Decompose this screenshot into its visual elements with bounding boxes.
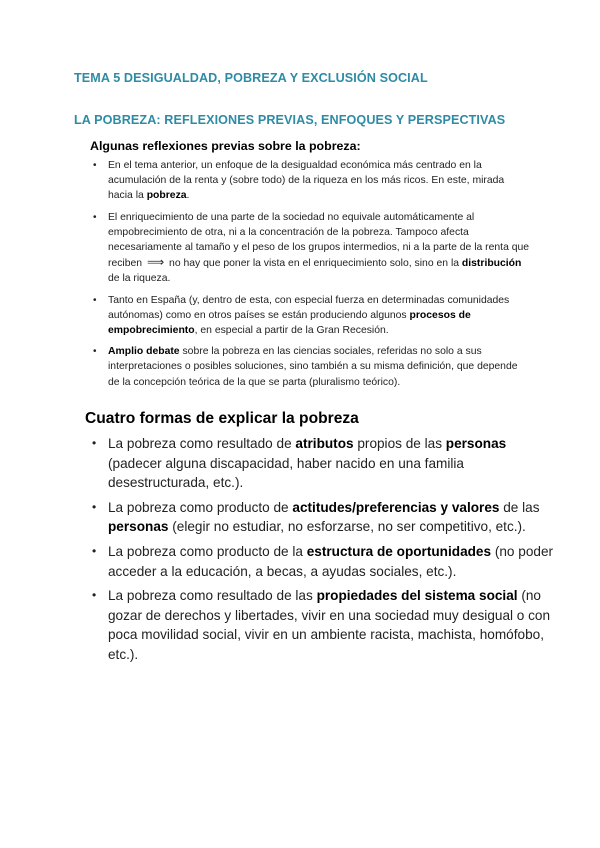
item-emphasis: atributos: [295, 436, 354, 451]
bullet-icon: •: [93, 211, 97, 223]
list-item: [90, 542, 560, 581]
list-item: [90, 293, 530, 339]
item-emphasis: pobreza: [146, 190, 187, 202]
item-text: propios de las: [353, 436, 446, 451]
bullet-icon: •: [92, 588, 97, 603]
list-item: [90, 498, 560, 537]
item-text: (padecer alguna discapacidad, haber nacido en una familia desestructurada, etc.).: [108, 455, 464, 491]
item-emphasis: distribución: [461, 258, 522, 270]
list-item: [90, 586, 560, 664]
item-emphasis: actitudes/preferencias y valores: [292, 499, 500, 515]
item-emphasis: estructura de oportunidades: [306, 543, 492, 559]
item-emphasis: propiedades del sistema social: [316, 588, 518, 604]
section-heading: LA POBREZA: REFLEXIONES PREVIAS, ENFOQUES Y PERSPECTIVAS: [74, 113, 506, 127]
item-text: no hay que poner la vista en el enriquecimiento solo, sino en la: [166, 258, 462, 270]
list-item: [90, 210, 530, 287]
item-emphasis: Amplio debate: [108, 346, 180, 358]
item-text: (no gozar de derechos y libertades, vivir en una sociedad muy desigual o con poca movilidad social, vivir en un ambiente racista, machista, homófobo, etc.).: [108, 588, 551, 662]
item-text: sobre la pobreza en las ciencias sociales, referidas no solo a sus interpretaciones o posibles soluciones, sino también a su misma definición, que depende de la concepción teórica de la que se parta (pluralismo teórico).: [108, 346, 518, 388]
reflections-list: [90, 158, 530, 396]
list-item: [90, 158, 530, 204]
document-heading: TEMA 5 DESIGUALDAD, POBREZA Y EXCLUSIÓN SOCIAL: [74, 71, 428, 85]
item-text: La pobreza como resultado de: [108, 436, 296, 451]
bullet-icon: •: [92, 543, 97, 558]
item-text: , en especial a partir de la Gran Recesión.: [194, 325, 389, 337]
reflections-title: Algunas reflexiones previas sobre la pobreza:: [90, 139, 361, 153]
item-text: Tanto en España (y, dentro de esta, con especial fuerza en determinadas comunidades autónomas) como en otros países se están produciendo algunos: [108, 294, 510, 321]
item-text: .: [186, 190, 190, 202]
bullet-icon: •: [93, 294, 97, 306]
item-text: El enriquecimiento de una parte de la sociedad no equivale automáticamente al empobrecimiento de otra, ni a la concentración de la pobreza. Tampoco afecta necesariamente al tamaño y el peso de los grupos intermedios, ni a la parte de la renta que reciben: [108, 211, 530, 270]
list-item: [90, 434, 560, 493]
item-text: (elegir no estudiar, no esforzarse, no ser competitivo, etc.).: [168, 519, 526, 535]
item-emphasis: personas: [445, 436, 507, 451]
list-item: [90, 344, 530, 390]
item-emphasis: personas: [108, 519, 169, 535]
item-text: La pobreza como resultado de las: [108, 588, 317, 604]
item-text: En el tema anterior, un enfoque de la desigualdad económica más centrado en la acumulación de la renta y (sobre todo) de la riqueza en los más ricos. En este, mirada hacia la: [108, 160, 505, 202]
double-arrow-icon: ⟹: [146, 255, 165, 270]
item-text: La pobreza como producto de la: [108, 543, 307, 559]
item-text: La pobreza como producto de: [108, 499, 293, 515]
item-emphasis: procesos de empobrecimiento: [108, 309, 471, 337]
explanations-title: Cuatro formas de explicar la pobreza: [85, 410, 359, 427]
item-text: (no poder acceder a la educación, a becas, a ayudas sociales, etc.).: [108, 543, 554, 579]
explanations-list: [90, 434, 560, 670]
bullet-icon: •: [92, 499, 97, 514]
bullet-icon: •: [92, 436, 97, 450]
item-text: de la riqueza.: [108, 273, 171, 285]
item-text: de las: [499, 499, 540, 515]
bullet-icon: •: [93, 346, 97, 358]
bullet-icon: •: [93, 160, 97, 171]
